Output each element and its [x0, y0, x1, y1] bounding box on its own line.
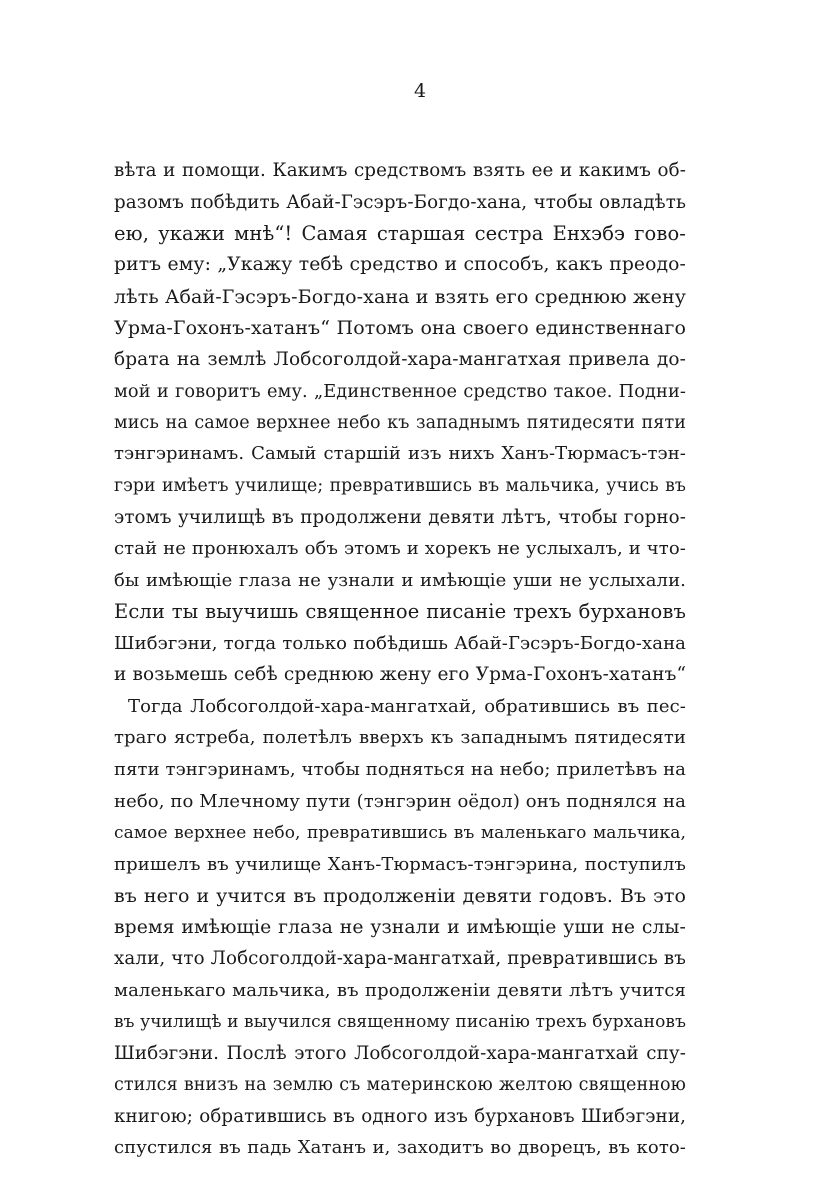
text-line: разомъ побѣдить Абай-Гэсэръ-Богдо-хана, чтобы овладѣть: [114, 192, 686, 213]
text-line: траго ястреба, полетѣлъ вверхъ къ западнымъ пятидесяти: [114, 727, 686, 748]
text-line: небо, по Млечному пути (тэнгэрин оёдол) онъ поднялся на: [114, 791, 686, 812]
text-line: и возьмешь себѣ среднюю жену его Урма-Гохонъ-хатанъ“: [114, 664, 686, 685]
text-line: гэри имѣетъ училище; превратившись въ мальчика, учись въ: [114, 476, 686, 496]
text-line: въ училищѣ и выучился священному писанію трехъ бурхановъ: [114, 1012, 686, 1032]
text-line: самое верхнее небо, превратившись въ маленькаго мальчика,: [114, 823, 686, 843]
text-line: этомъ училищѣ въ продолжени девяти лѣтъ, чтобы горно-: [114, 507, 686, 528]
text-line: пяти тэнгэринамъ, чтобы подняться на небо; прилетѣвъ на: [114, 759, 686, 780]
text-line: хали, что Лобсоголдой-хара-мангатхай, превратившись въ: [114, 948, 686, 969]
text-line: книгою; обратившись въ одного изъ бурхановъ Шибэгэни,: [114, 1106, 686, 1127]
text-line: въ него и учится въ продолженіи девяти годовъ. Въ это: [114, 885, 686, 907]
text-line: вѣта и помощи. Какимъ средствомъ взять ее и какимъ об-: [114, 160, 686, 181]
text-line: Шибэгэни, тогда только побѣдишь Абай-Гэсэръ-Богдо-хана: [114, 633, 686, 654]
text-line: лѣть Абай-Гэсэръ-Богдо-хана и взять его среднюю жену: [114, 286, 686, 308]
text-line: стился внизъ на землю съ материнскою желтою священною: [114, 1075, 686, 1095]
text-line: маленькаго мальчика, въ продолженіи девяти лѣтъ учится: [114, 980, 686, 1001]
text-line: бы имѣющіе глаза не узнали и имѣющіе уши не услыхали.: [114, 570, 686, 591]
page-number: 4: [413, 80, 427, 102]
text-line: пришелъ въ училище Ханъ-Тюрмасъ-тэнгэрина, поступилъ: [114, 854, 686, 875]
text-line: стай не пронюхалъ объ этомъ и хорекъ не услыхалъ, и что-: [114, 538, 686, 559]
text-line: Если ты выучишь священное писаніе трехъ бурхановъ: [114, 600, 686, 623]
text-line: спустился въ падь Хатанъ и, заходитъ во дворецъ, въ кото-: [114, 1137, 686, 1158]
text-line: время имѣющіе глаза не узнали и имѣющіе уши не слы-: [114, 917, 686, 938]
text-line: Тогда Лобсоголдой-хара-мангатхай, обратившись въ пес-: [128, 696, 686, 717]
text-line: тэнгэринамъ. Самый старшій изъ нихъ Ханъ-Тюрмасъ-тэн-: [114, 443, 686, 464]
text-line: мой и говоритъ ему. „Единственное средство такое. Подни-: [114, 382, 686, 402]
text-line: Шибэгэни. Послѣ этого Лобсоголдой-хара-мангатхай спу-: [114, 1043, 686, 1064]
text-line: мись на самое верхнее небо къ западнымъ пятидесяти пяти: [114, 413, 686, 433]
text-line: ею, укажи мнѣ“! Самая старшая сестра Енхэбэ гово-: [114, 222, 686, 245]
text-line: ритъ ему: „Укажу тебѣ средство и способъ, какъ преодо-: [114, 254, 686, 275]
text-line: брата на землѣ Лобсоголдой-хара-мангатхая привела до-: [114, 349, 686, 370]
text-line: Урма-Гохонъ-хатанъ“ Потомъ она своего единственнаго: [114, 317, 686, 339]
